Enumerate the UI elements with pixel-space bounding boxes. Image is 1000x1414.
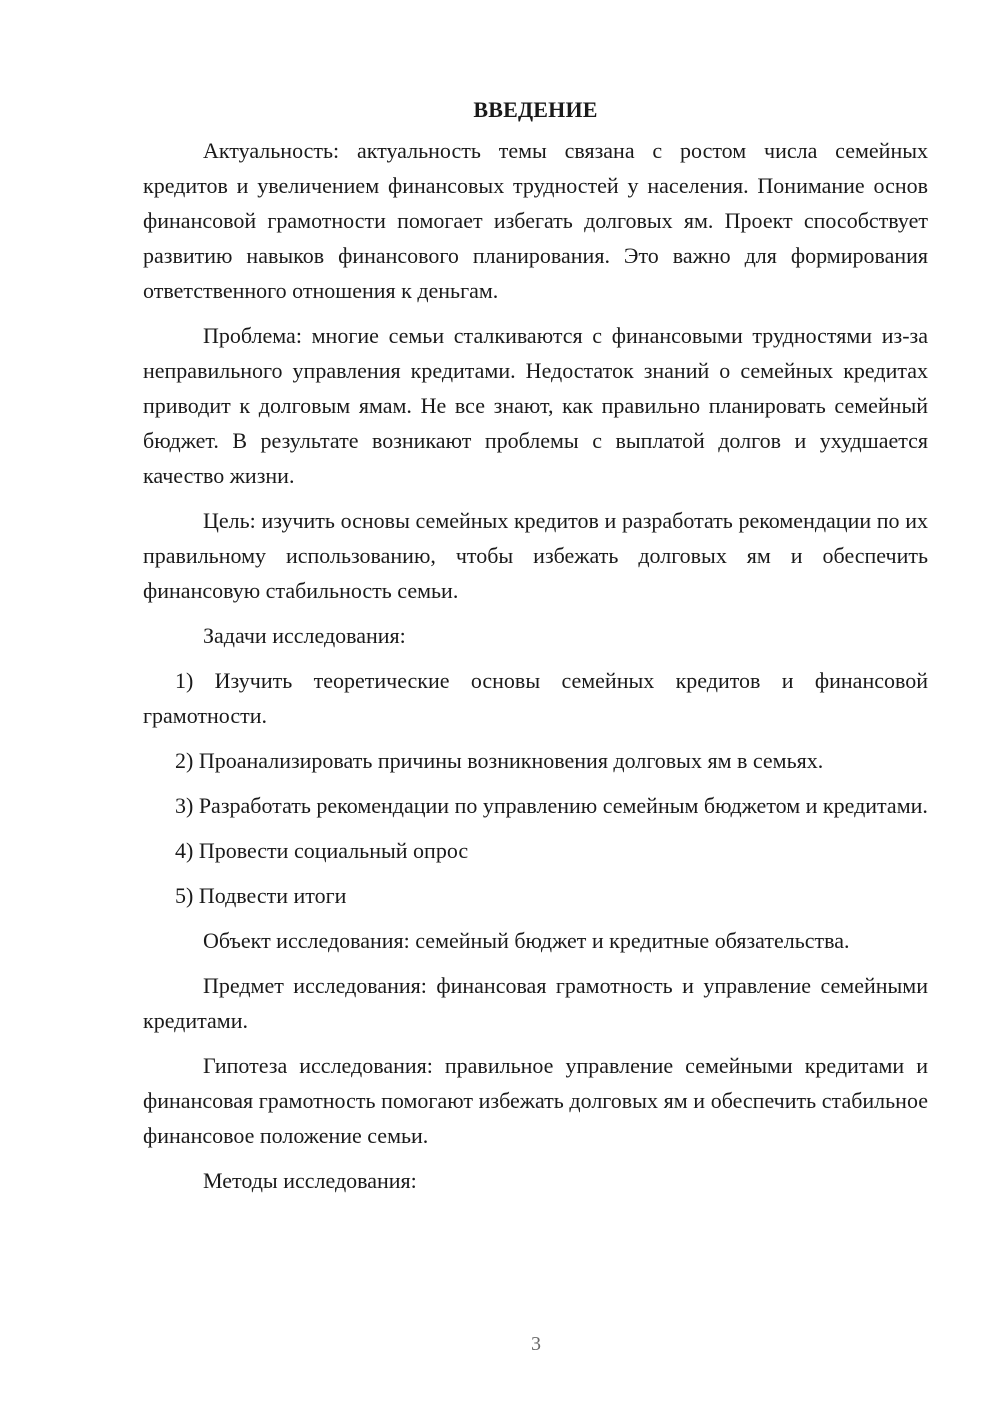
problem-paragraph: Проблема: многие семьи сталкиваются с финансовыми трудностями из-за неправильного управления кредитами. Недостаток знаний о семейных кредитах приводит к долговым ямам. Не все знают, как правильно планировать семейный бюджет. В результате возникают проблемы с выплатой долгов и ухудшается качество жизни. <box>143 323 928 488</box>
methods-heading: Методы исследования: <box>203 1168 417 1193</box>
goal-paragraph: Цель: изучить основы семейных кредитов и разработать рекомендации по их правильному использованию, чтобы избежать долговых ям и обеспечить финансовую стабильность семьи. <box>143 508 928 603</box>
hypothesis-paragraph: Гипотеза исследования: правильное управление семейными кредитами и финансовая грамотность помогают избежать долговых ям и обеспечить стабильное финансовое положение семьи. <box>143 1053 928 1148</box>
object-paragraph: Объект исследования: семейный бюджет и кредитные обязательства. <box>203 928 850 953</box>
task-item-4: 4) Провести социальный опрос <box>175 838 469 863</box>
relevance-paragraph: Актуальность: актуальность темы связана с ростом числа семейных кредитов и увеличением финансовых трудностей у населения. Понимание основ финансовой грамотности помогает избегать долговых ям. Проект способствует развитию навыков финансового планирования. Это важно для формирования ответственного отношения к деньгам. <box>143 138 928 303</box>
task-item-2: 2) Проанализировать причины возникновения долговых ям в семьях. <box>175 748 824 773</box>
document-body <box>143 92 928 1208</box>
page-title: ВВЕДЕНИЕ <box>473 97 598 122</box>
subject-paragraph: Предмет исследования: финансовая грамотность и управление семейными кредитами. <box>143 973 928 1033</box>
task-item-3: 3) Разработать рекомендации по управлению семейным бюджетом и кредитами. <box>175 793 928 818</box>
tasks-heading: Задачи исследования: <box>203 623 406 648</box>
page-number: 3 <box>531 1333 541 1355</box>
task-item-5: 5) Подвести итоги <box>175 883 347 908</box>
task-item-1: 1) Изучить теоретические основы семейных кредитов и финансовой грамотности. <box>143 668 928 728</box>
